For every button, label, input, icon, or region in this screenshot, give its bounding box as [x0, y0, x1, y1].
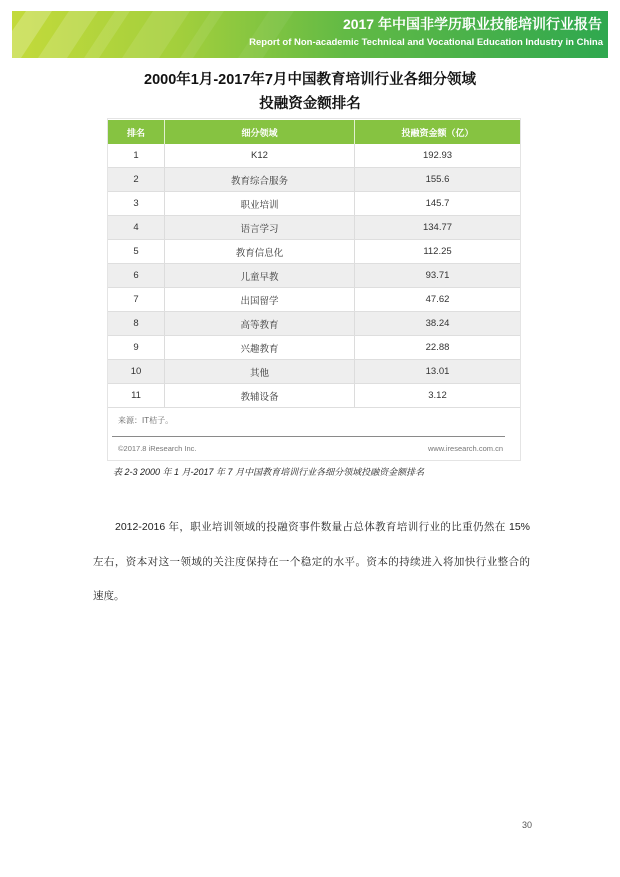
amount-cell: 13.01 — [425, 366, 450, 377]
table-row — [108, 360, 520, 384]
report-title-en: Report of Non-academic Technical and Vocational Education Industry in China — [249, 37, 603, 48]
table-row — [108, 288, 520, 312]
amount-cell: 22.88 — [425, 342, 450, 353]
body-line: 左右，资本对这一领域的关注度保持在一个稳定的水平。资本的持续进入将加快行业整合的 — [93, 555, 530, 568]
amount-cell: 192.93 — [422, 150, 453, 161]
figure-title-line1: 2000年1月-2017年7月中国教育培训行业各细分领域 — [144, 72, 476, 88]
amount-cell: 155.6 — [425, 174, 450, 185]
amount-cell: 145.7 — [425, 198, 450, 209]
amount-cell: 47.62 — [425, 294, 450, 305]
header-cell-amount: 投融资金额（亿） — [401, 127, 474, 138]
copyright-text: ©2017.8 iResearch Inc. — [118, 444, 197, 453]
segment-cell: 其他 — [165, 360, 355, 383]
website-text: www.iresearch.com.cn — [427, 444, 503, 453]
figure-panel — [108, 119, 520, 460]
page-number: 30 — [522, 820, 533, 830]
report-title-cn: 2017 年中国非学历职业技能培训行业报告 — [342, 16, 602, 32]
amount-cell: 112.25 — [423, 246, 452, 257]
body-paragraph — [93, 510, 530, 614]
header-cell-rank: 排名 — [108, 120, 165, 144]
table-row — [108, 192, 520, 216]
table-row — [108, 240, 520, 264]
report-banner — [12, 11, 608, 58]
rank-cell: 1 — [108, 144, 165, 167]
segment-cell: 教育综合服务 — [165, 168, 355, 191]
amount-cell: 134.77 — [422, 222, 453, 233]
table-row — [108, 216, 520, 240]
segment-cell: 高等教育 — [165, 312, 355, 335]
table-header-row — [108, 120, 520, 144]
source-note: 来源：IT桔子。 — [118, 416, 174, 425]
table-row — [108, 336, 520, 360]
rank-cell: 6 — [108, 264, 165, 287]
footer-divider — [112, 436, 505, 437]
rank-cell: 5 — [108, 240, 165, 263]
rank-cell: 9 — [108, 336, 165, 359]
table-row — [108, 144, 520, 168]
figure-title-line2: 投融资金额排名 — [259, 96, 361, 112]
segment-cell: K12 — [165, 144, 355, 167]
amount-cell: 93.71 — [425, 270, 450, 281]
body-line: 2012-2016 年，职业培训领域的投融资事件数量占总体教育培训行业的比重仍然在 15% — [115, 521, 530, 533]
rank-cell: 7 — [108, 288, 165, 311]
segment-cell: 兴趣教育 — [165, 336, 355, 359]
table-row — [108, 312, 520, 336]
amount-cell: 38.24 — [425, 318, 450, 329]
table-row — [108, 168, 520, 192]
segment-cell: 职业培训 — [165, 192, 355, 215]
rank-cell: 11 — [108, 384, 165, 407]
table-row — [108, 264, 520, 288]
segment-cell: 语言学习 — [165, 216, 355, 239]
segment-cell: 出国留学 — [165, 288, 355, 311]
segment-cell: 教育信息化 — [165, 240, 355, 263]
segment-cell: 教辅设备 — [165, 384, 355, 407]
rank-cell: 8 — [108, 312, 165, 335]
rank-cell: 2 — [108, 168, 165, 191]
body-line: 速度。 — [93, 590, 125, 602]
rank-cell: 3 — [108, 192, 165, 215]
amount-cell: 3.12 — [428, 390, 447, 401]
segment-cell: 儿童早教 — [165, 264, 355, 287]
table-row — [108, 384, 520, 408]
rank-cell: 10 — [108, 360, 165, 383]
ranking-table — [108, 120, 520, 408]
header-cell-segment: 细分领域 — [165, 120, 355, 144]
rank-cell: 4 — [108, 216, 165, 239]
table-caption: 表 2-3 2000 年 1 月-2017 年 7 月中国教育培训行业各细分领域投融资金额排名 — [113, 467, 425, 477]
